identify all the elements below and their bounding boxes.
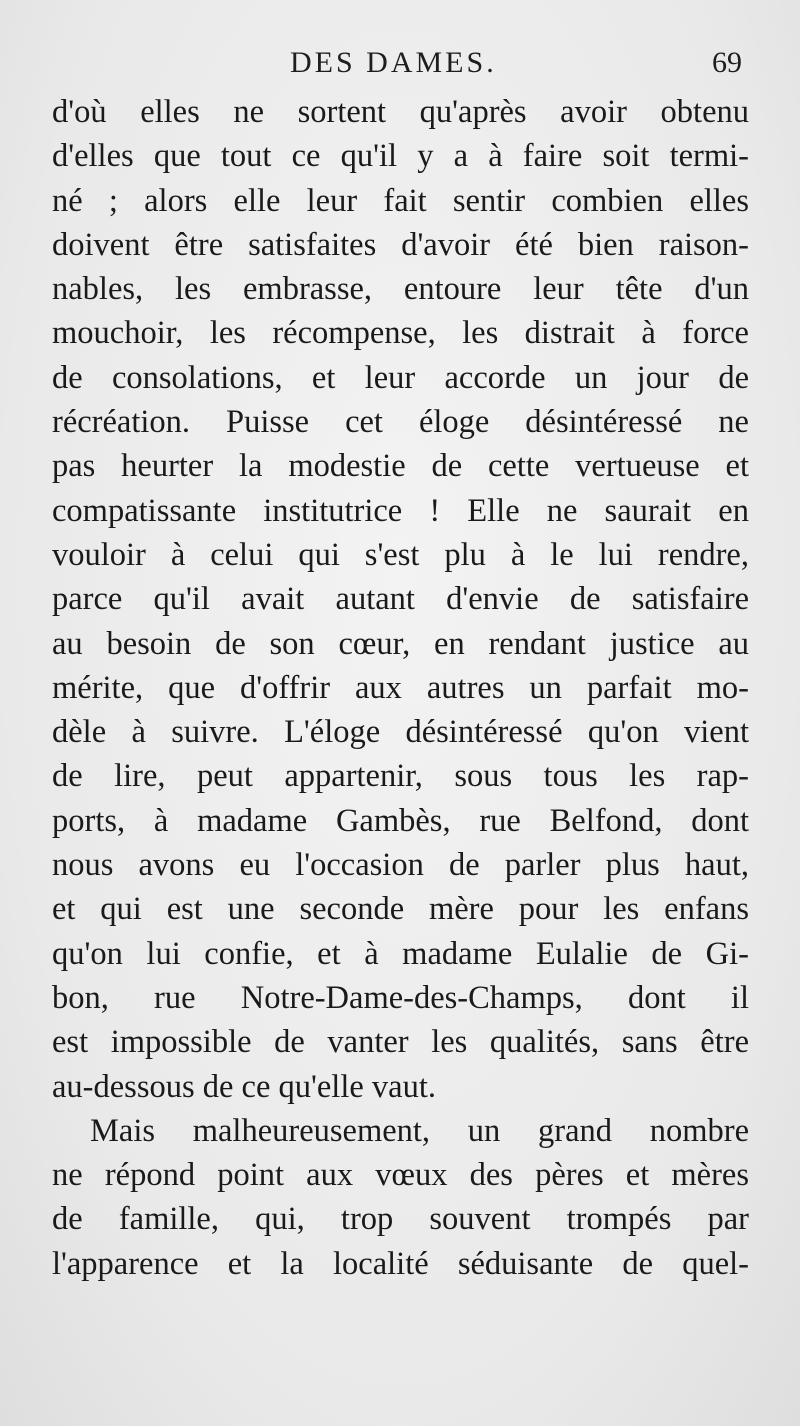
text-line: ne répond point aux vœux des pères et mères <box>52 1157 749 1194</box>
text-line: doivent être satisfaites d'avoir été bien raison- <box>52 226 749 263</box>
page-number: 69 <box>712 46 742 79</box>
body-text <box>52 90 749 1286</box>
text-line: mouchoir, les récompense, les distrait à force <box>52 315 749 352</box>
text-line: au besoin de son cœur, en rendant justice au <box>52 625 749 662</box>
text-line: vouloir à celui qui s'est plu à le lui rendre, <box>52 536 749 573</box>
text-line: de lire, peut appartenir, sous tous les rap- <box>52 758 749 795</box>
text-line: l'apparence et la localité séduisante de quel- <box>52 1245 749 1282</box>
text-line: de consolations, et leur accorde un jour de <box>52 359 749 396</box>
text-line: est impossible de vanter les qualités, sans être <box>52 1024 749 1061</box>
text-line: compatissante institutrice ! Elle ne saurait en <box>52 492 749 529</box>
text-line: de famille, qui, trop souvent trompés par <box>52 1201 749 1238</box>
text-line: récréation. Puisse cet éloge désintéressé ne <box>52 404 749 441</box>
paragraph-2 <box>52 1109 749 1286</box>
paragraph-1 <box>52 90 749 1109</box>
text-line: dèle à suivre. L'éloge désintéressé qu'on vient <box>52 714 749 751</box>
text-line: bon, rue Notre-Dame-des-Champs, dont il <box>52 979 749 1016</box>
text-line: nables, les embrasse, entoure leur tête d'un <box>52 271 749 308</box>
running-title: DES DAMES. <box>290 46 497 79</box>
text-line: mérite, que d'offrir aux autres un parfait mo- <box>52 669 749 706</box>
text-line: Mais malheureusement, un grand nombre <box>90 1112 749 1149</box>
text-line: nous avons eu l'occasion de parler plus haut, <box>52 847 749 884</box>
text-line: d'où elles ne sortent qu'après avoir obtenu <box>52 94 749 130</box>
text-line: parce qu'il avait autant d'envie de satisfaire <box>52 581 749 618</box>
text-line: et qui est une seconde mère pour les enfans <box>52 891 749 928</box>
text-line: ports, à madame Gambès, rue Belfond, dont <box>52 802 749 839</box>
text-line: au-dessous de ce qu'elle vaut. <box>52 1068 436 1105</box>
running-head <box>0 46 800 86</box>
text-line: né ; alors elle leur fait sentir combien elles <box>52 182 749 219</box>
text-line: qu'on lui confie, et à madame Eulalie de Gi- <box>52 935 749 972</box>
text-line: pas heurter la modestie de cette vertueuse et <box>52 448 749 485</box>
text-line: d'elles que tout ce qu'il y a à faire soit termi- <box>52 138 749 175</box>
